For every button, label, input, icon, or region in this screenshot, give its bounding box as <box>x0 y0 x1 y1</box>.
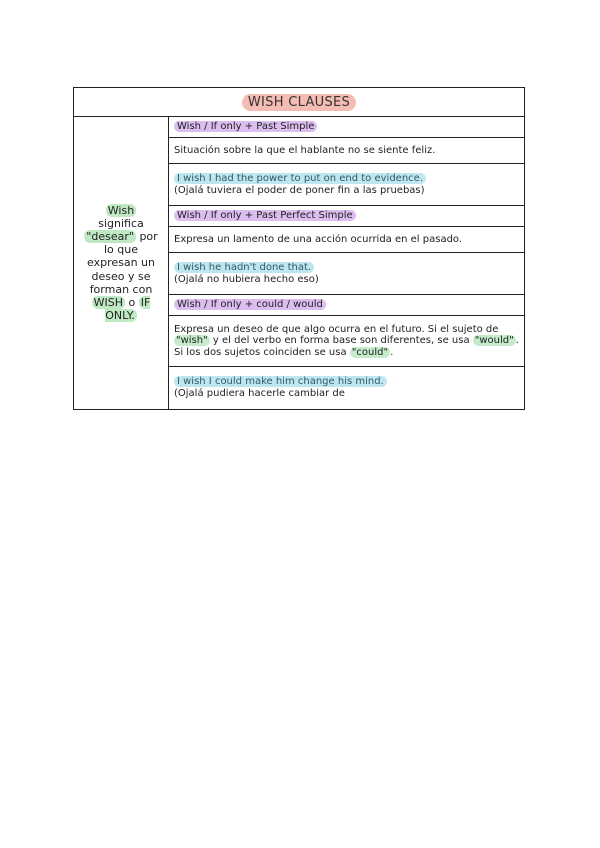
rule-description-could-would <box>169 316 524 367</box>
definition-cell <box>74 117 169 409</box>
rule-description-past-perfect: Expresa un lamento de una acción ocurrida en el pasado. <box>169 227 524 253</box>
wish-highlight: Wish <box>107 203 135 217</box>
rule-heading-could-would: Wish / If only + could / would <box>169 295 524 316</box>
wish-clauses-table <box>73 87 525 410</box>
if-only-keyword: IF ONLY. <box>105 296 151 323</box>
example-could-would: I wish I could make him change his mind. (Ojalá pudiera hacerle cambiar de <box>169 367 524 409</box>
wish-keyword: WISH <box>93 296 124 309</box>
example-past-perfect: I wish he hadn't done that. (Ojalá no hubiera hecho eso) <box>169 253 524 295</box>
example-past-simple: I wish I had the power to put on end to evidence. (Ojalá tuviera el poder de poner fin a las pruebas) <box>169 164 524 206</box>
rules-column <box>169 117 524 409</box>
could-would-text: Expresa un deseo de que algo ocurra en el futuro. Si el sujeto de "wish" y el del verbo en forma base son diferentes, se usa "would" . Si los dos sujetos coinciden se usa "could" . <box>174 323 519 358</box>
rule-description-past-simple: Situación sobre la que el hablante no se siente feliz. <box>169 138 524 164</box>
rule-heading-past-perfect: Wish / If only + Past Perfect Simple <box>169 206 524 227</box>
page-title: WISH CLAUSES <box>242 94 356 111</box>
definition-text: Wish significa "desear" por lo que expresan un deseo y se forman con WISH o IF ONLY. <box>86 203 158 323</box>
title-row <box>74 88 524 117</box>
table-body <box>74 117 524 409</box>
desear-highlight: "desear" <box>86 229 134 243</box>
rule-heading-past-simple: Wish / If only + Past Simple <box>169 117 524 138</box>
